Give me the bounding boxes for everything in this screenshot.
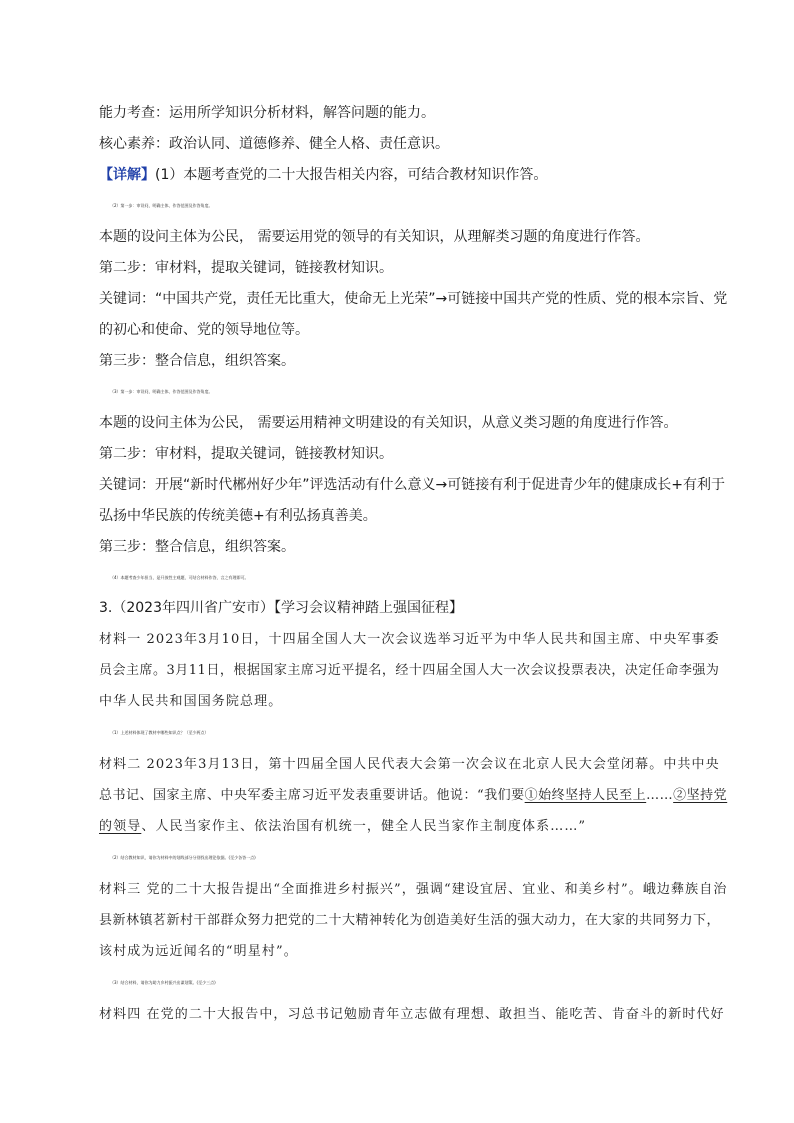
analysis-line: 本题的设问主体为公民， 需要运用精神文明建设的有关知识，从意义类习题的角度进行作答。 [99,415,678,431]
step-line: 第二步：审材料，提取关键词，链接教材知识。 [99,260,393,276]
material-one-cont: 员会主席。3月11日，根据国家主席习近平提名，经十四届全国人大一次会议投票表决，决定任命李强为 [99,663,720,678]
keyword-line-cont: 弘扬中华民族的传统美德+有利弘扬真善美。 [99,508,377,524]
answer-line: （4）本题考查少年担当，是开放性主观题，可结合材料作答，言之有理即可。 [110,575,249,580]
step-line: （3）第一步：审设问，明确主体、作答范围及作答角度。 [110,389,213,394]
underlined-phrase: ②坚持党 [673,788,728,803]
question-two: （2）结合教材知识，请你为材料中的划线部分分别找出理论依据。(至少各答一点) [110,855,256,860]
competency-line: 核心素养：政治认同、道德修养、健全人格、责任意识。 [99,136,449,152]
question-heading: 3.（2023年四川省广安市）【学习会议精神踏上强国征程】 [99,600,463,616]
step-line: （2）第一步：审设问，明确主体、作答范围及作答角度。 [110,203,213,208]
detail-text: (1）本题考查党的二十大报告相关内容，可结合教材知识作答。 [155,167,548,183]
step-line: 第三步：整合信息，组织答案。 [99,353,295,369]
keyword-line-cont: 的初心和使命、党的领导地位等。 [99,322,309,338]
detail-line [99,165,727,185]
material-four: 材料四 在党的二十大报告中，习总书记勉励青年立志做有理想、敢担当、能吃苦、肯奋斗的新时代好 [99,1007,725,1022]
analysis-line: 本题的设问主体为公民， 需要运用党的领导的有关知识，从理解类习题的角度进行作答。 [99,229,650,245]
material-text: 总书记、国家主席、中央军委主席习近平发表重要讲话。他说：“我们要 [99,788,525,803]
question-three: （3）结合材料，请你为助力乡村振兴出谋划策。(至少三点) [110,980,216,985]
material-two: 材料二 2023年3月13日，第十四届全国人民代表大会第一次会议在北京人民大会堂闭幕。中共中央 [99,757,720,772]
question-one: （1）上述材料体现了教材中哪些知识点？（至少两点） [110,730,209,735]
material-three: 材料三 党的二十大报告提出“全面推进乡村振兴”，强调“建设宜居、宜业、和美乡村”。峨边彝族自治 [99,882,728,897]
material-text: …… [646,788,674,803]
keyword-line: 关键词：开展“新时代郴州好少年”评选活动有什么意义→可链接有利于促进青少年的健康成长+有利于 [99,477,725,493]
material-three-cont: 该村成为远近闻名的“明星村”。 [99,944,298,959]
material-one-cont: 中华人民共和国国务院总理。 [99,694,283,709]
step-line: 第三步：整合信息，组织答案。 [99,539,295,555]
underlined-phrase: ①始终坚持人民至上 [524,788,647,803]
ability-line: 能力考查：运用所学知识分析材料，解答问题的能力。 [99,105,435,121]
material-text: 、人民当家作主、依法治国有机统一，健全人民当家作主制度体系……” [141,819,587,834]
underlined-phrase: 的领导 [99,819,142,834]
material-one: 材料一 2023年3月10日，十四届全国人大一次会议选举习近平为中华人民共和国主席、中央军事委 [99,632,720,647]
material-two-cont [99,817,727,837]
material-two-cont [99,786,727,806]
step-line: 第二步：审材料，提取关键词，链接教材知识。 [99,446,393,462]
material-three-cont: 县新林镇茗新村干部群众努力把党的二十大精神转化为创造美好生活的强大动力，在大家的共同努力下， [99,913,721,928]
detail-tag: 【详解】 [99,167,155,183]
keyword-line: 关键词：“中国共产党，责任无比重大，使命无上光荣”→可链接中国共产党的性质、党的根本宗旨、党 [99,291,728,307]
